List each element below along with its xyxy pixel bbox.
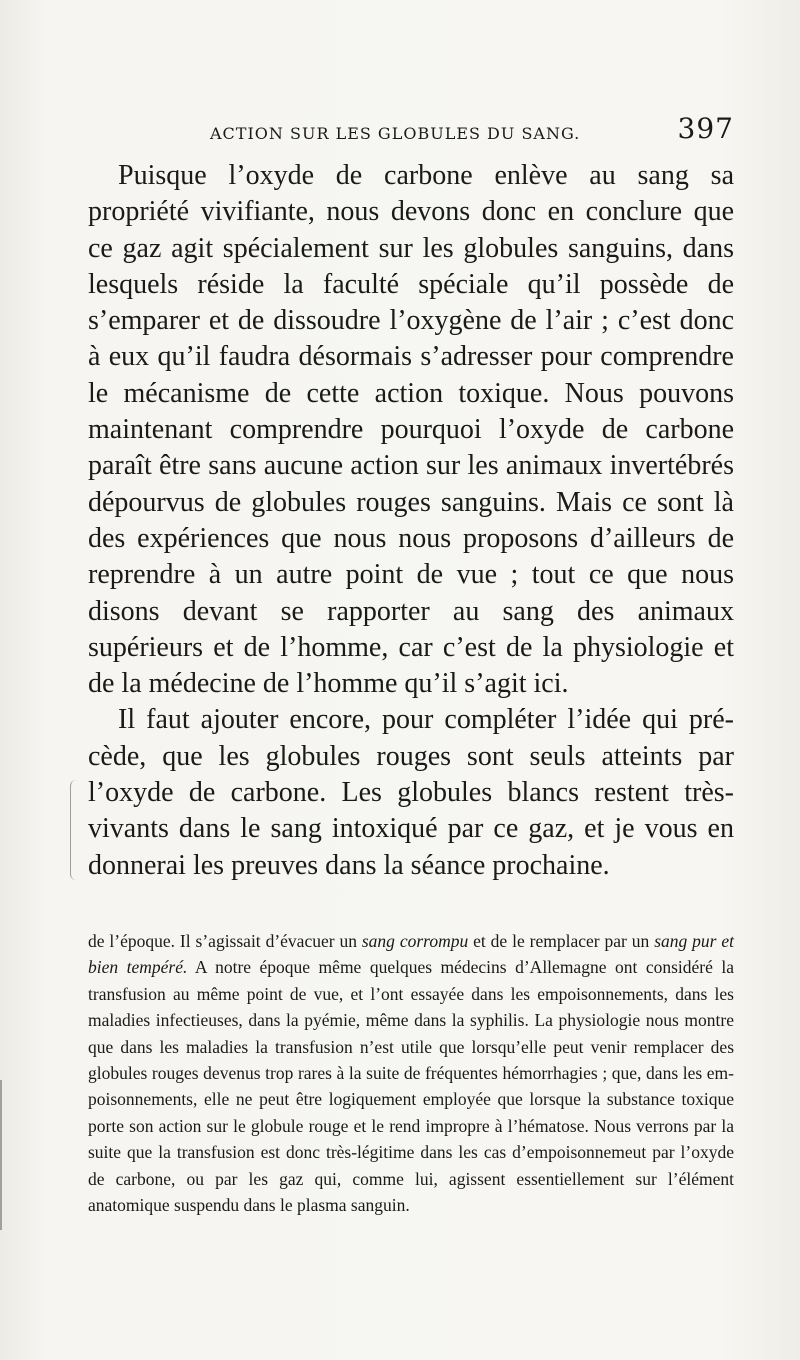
page-number: 397	[677, 112, 734, 145]
main-text	[88, 158, 734, 884]
footnote-italic: sang pur et bien tempéré.	[88, 931, 735, 978]
footnote-italic: sang corrompu	[361, 931, 469, 951]
paragraph: Puisque l’oxyde de carbone enlève au sang sa propriété vivifiante, nous devons donc en conclure que ce gaz agit spécialement sur les globules sanguins, dans lesquels réside la faculté spéciale qu’il possède de s’emparer et de dissoudre l’oxygène de l’air ; c’est donc à eux qu’il faudra désormais s’adresser pour comprendre le mécanisme de cette action toxique. Nous pouvons maintenant comprendre pourquoi l’oxyde de carbone paraît être sans aucune action sur les animaux invertébrés dépourvus de globules rouges sanguins. Mais ce sont là des expériences que nous nous proposons d’ailleurs de reprendre à un autre point de vue ; tout ce que nous disons devant se rapporter au sang des animaux supérieurs et de l’homme, car c’est de la physiologie et de la médecine de l’homme qu’il s’agit ici.	[88, 160, 734, 700]
footnote-text: et de le remplacer par un	[468, 931, 655, 951]
margin-bracket	[70, 780, 81, 880]
footnote-text: A notre époque même quelques médecins d’Allemagne ont considéré la transfusion au même point de vue, et l’ont essayée dans les empoisonnements, dans les maladies infectieuses, dans la pyémie, même dans la syphilis. La physiologie nous montre que dans les maladies la transfusion n’est utile que lorsqu’elle peut venir remplacer des globules rouges devenus trop rares à la suite de fréquentes hémorrhagies ; que, dans les empoisonnements, elle ne peut être logiquement employée que lorsque la substance toxique porte son action sur le globule rouge et le rend impropre à l’hématose. Nous verrons par la suite que la transfusion est donc très-légitime dans les cas d’empoisonnemeut par l’oxyde de carbone, ou par les gaz qui, comme lui, agissent essentiellement sur l’élément anatomique suspendu dans le plasma sanguin.	[88, 957, 734, 1216]
paragraph: Il faut ajouter encore, pour compléter l’idée qui précède, que les globules rouges sont seuls atteints par l’oxyde de carbone. Les globules blancs restent très-vivants dans le sang intoxiqué par ce gaz, et je vous en donnerai les preuves dans la séance prochaine.	[88, 704, 734, 881]
footnote-paragraph	[88, 928, 734, 1218]
page-header	[88, 112, 734, 152]
running-head: ACTION SUR LES GLOBULES DU SANG.	[210, 124, 581, 143]
footnote-text: de l’époque. Il s’agissait d’évacuer un	[88, 931, 362, 951]
margin-mark	[0, 1080, 2, 1230]
footnote	[88, 928, 734, 1218]
